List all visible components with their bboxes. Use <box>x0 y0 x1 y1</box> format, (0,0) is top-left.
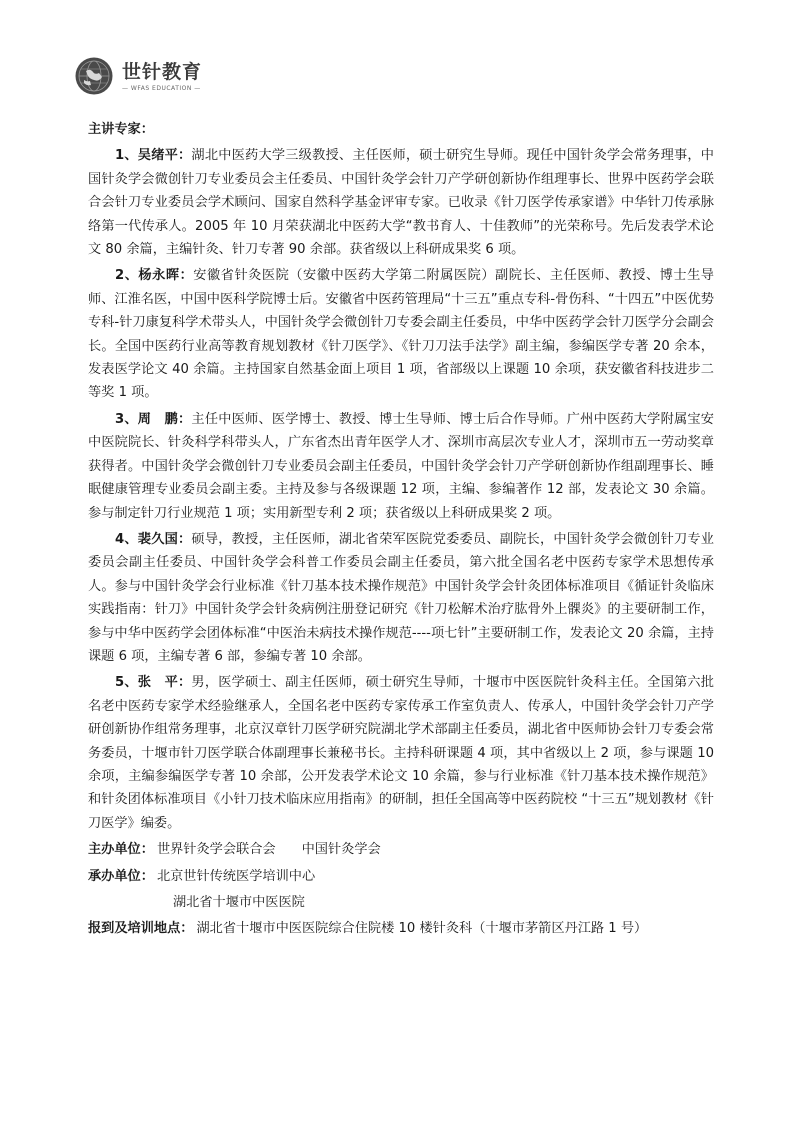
expert-name: 4、裴久国： <box>115 531 192 547</box>
organizer-label: 主办单位： <box>88 842 154 858</box>
expert-entry <box>88 528 714 668</box>
globe-emblem-icon <box>74 56 114 96</box>
expert-entry <box>88 671 714 835</box>
co-organizer-label: 承办单位： <box>88 868 154 884</box>
expert-bio: 硕导，教授，主任医师，湖北省荣军医院党委委员、副院长，中国针灸学会微创针刀专业委员会副主任委员、中国针灸学会科普工作委员会副主任委员，第六批全国名老中医药专家学术思想传承人。参与中国针灸学会行业标准《针刀基本技术操作规范》中国针灸学会针灸团体标准项目《循证针灸临床实践指南：针刀》中国针灸学会针灸病例注册登记研究《针刀松解术治疗肱骨外上髁炎》的主要研制工作，参与中华中医药学会团体标准“中医治未病技术操作规范----项七针”主要研制工作，发表论文 20 余篇，主持课题 6 项，主编专著 6 部，参编专著 10 余部。 <box>88 531 714 664</box>
logo-text <box>122 61 202 92</box>
logo-name-en: — WFAS EDUCATION — <box>122 84 201 92</box>
expert-name: 5、张 平： <box>115 675 192 691</box>
co-organizer-line <box>88 865 714 888</box>
expert-entry <box>88 408 714 525</box>
expert-name: 3、周 鹏： <box>115 411 192 427</box>
expert-bio: 主任中医师、医学博士、教授、博士生导师、博士后合作导师。广州中医药大学附属宝安中医院院长、针灸科学科带头人，广东省杰出青年医学人才、深圳市高层次专业人才，深圳市五一劳动奖章获得者。中国针灸学会微创针刀专业委员会副主任委员，中国针灸学会针刀产学研创新协作组副理事长、睡眠健康管理专业委员会副主委。主持及参与各级课题 12 项，主编、参编著作 12 部，发表论文 30 余篇。参与制定针刀行业规范 1 项；实用新型专利 2 项；获省级以上科研成果奖 2 项。 <box>88 411 714 521</box>
expert-entry <box>88 144 714 261</box>
expert-bio: 安徽省针灸医院（安徽中医药大学第二附属医院）副院长、主任医师、教授、博士生导师、江淮名医，中国中医科学院博士后。安徽省中医药管理局“十三五”重点专科-骨伤科、“十四五”中医优势专科-针刀康复科学术带头人，中国针灸学会微创针刀专委会副主任委员，中华中医药学会针刀医学分会副会长。全国中医药行业高等教育规划教材《针刀医学》、《针刀刀法手法学》副主编，参编医学专著 20 余本，发表医学论文 40 余篇。主持国家自然基金面上项目 1 项，省部级以上课题 10 余项，获安徽省科技进步二等奖 1 项。 <box>88 268 714 401</box>
logo-name-cn: 世针教育 <box>122 60 203 83</box>
co-organizer-line-2 <box>88 891 714 914</box>
expert-bio: 男，医学硕士、副主任医师，硕士研究生导师，十堰市中医医院针灸科主任。全国第六批名老中医药专家学术经验继承人，全国名老中医药专家传承工作室负责人、传承人，中国针灸学会针刀产学研创新协作组常务理事，北京汉章针刀医学研究院湖北学术部副主任委员，湖北省中医师协会针刀专委会常务委员，十堰市针刀医学联合体副理事长兼秘书长。主持科研课题 4 项，其中省级以上 2 项，参与课题 10 余项，主编参编医学专著 10 余部，公开发表学术论文 10 余篇，参与行业标准《针刀基本技术操作规范》和针灸团体标准项目《小针刀技术临床应用指南》的研制，担任全国高等中医药院校 “十三五”规划教材《针刀医学》编委。 <box>88 675 714 831</box>
expert-name: 1、吴绪平： <box>115 148 192 164</box>
venue-line <box>88 917 714 940</box>
co-organizer-value-1: 北京世针传统医学培训中心 <box>156 868 316 884</box>
document-body <box>88 118 714 944</box>
section-heading: 主讲专家： <box>88 122 154 137</box>
expert-bio: 湖北中医药大学三级教授、主任医师，硕士研究生导师。现任中国针灸学会常务理事，中国针灸学会微创针刀专业委员会主任委员、中国针灸学会针刀产学研创新协作组理事长、世界中医药学会联合会针刀专业委员会学术顾问、国家自然科学基金评审专家。已收录《针刀医学传承家谱》中华针刀传承脉络第一代传承人。2005 年 10 月荣获湖北中医药大学“教书育人、十佳教师”的光荣称号。先后发表学术论文 80 余篇，主编针灸、针刀专著 90 余部。获省级以上科研成果奖 6 项。 <box>88 148 714 258</box>
organizer-line <box>88 838 714 861</box>
venue-label: 报到及培训地点： <box>88 921 194 937</box>
organizer-value-2: 中国针灸学会 <box>301 842 381 858</box>
co-organizer-value-2: 湖北省十堰市中医医院 <box>173 895 305 910</box>
expert-entry <box>88 264 714 404</box>
venue-value: 湖北省十堰市中医医院综合住院楼 10 楼针灸科（十堰市茅箭区丹江路 1 号） <box>196 921 648 937</box>
expert-name: 2、杨永晖： <box>115 268 194 284</box>
wfas-education-logo <box>74 56 202 96</box>
organizer-value-1: 世界针灸学会联合会 <box>156 842 276 858</box>
